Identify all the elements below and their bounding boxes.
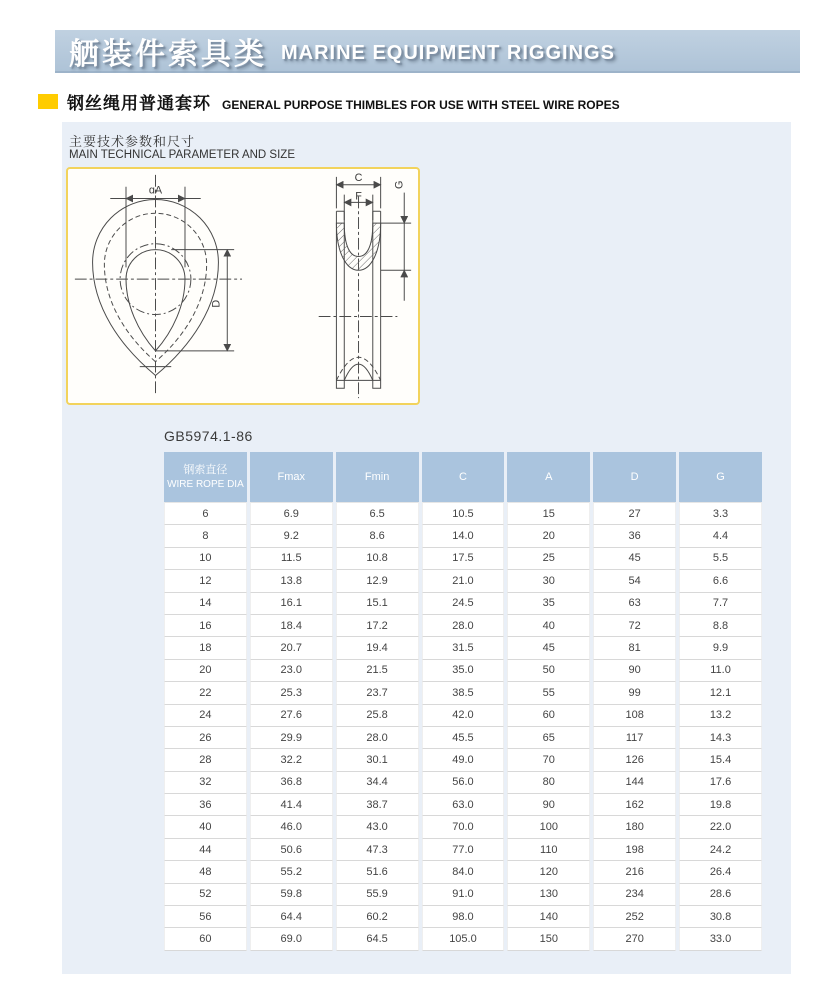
front-view: [75, 175, 242, 393]
column-header-fmin: Fmin: [336, 452, 419, 502]
table-cell: 36.8: [250, 772, 333, 794]
table-cell: 8.8: [679, 615, 762, 637]
table-cell: 28.0: [422, 615, 505, 637]
banner-title-en: MARINE EQUIPMENT RIGGINGS: [281, 42, 615, 64]
table-cell: 31.5: [422, 637, 505, 659]
table-cell: 162: [593, 794, 676, 816]
table-cell: 150: [507, 928, 590, 950]
table-cell: 56.0: [422, 772, 505, 794]
table-cell: 45.5: [422, 727, 505, 749]
table-cell: 55.2: [250, 861, 333, 883]
table-cell: 63: [593, 593, 676, 615]
section-view: [319, 177, 411, 398]
table-cell: 60.2: [336, 906, 419, 928]
table-cell: 32.2: [250, 749, 333, 771]
column-header-d: D: [593, 452, 676, 502]
table-cell: 55: [507, 682, 590, 704]
table-row: [164, 816, 762, 838]
thimble-technical-drawing: [66, 167, 420, 405]
table-cell: 140: [507, 906, 590, 928]
table-row: [164, 637, 762, 659]
column-header-zh: 钢索直径: [183, 463, 228, 476]
table-cell: 12.1: [679, 682, 762, 704]
table-cell: 13.8: [250, 570, 333, 592]
subsection-label-en: MAIN TECHNICAL PARAMETER AND SIZE: [69, 149, 295, 161]
table-cell: 27.6: [250, 705, 333, 727]
column-header-g: G: [679, 452, 762, 502]
section-titles: [67, 89, 620, 114]
table-cell: 40: [164, 816, 247, 838]
table-cell: 24.5: [422, 593, 505, 615]
table-cell: 20: [164, 660, 247, 682]
table-cell: 16.1: [250, 593, 333, 615]
table-cell: 34.4: [336, 772, 419, 794]
table-cell: 54: [593, 570, 676, 592]
table-cell: 216: [593, 861, 676, 883]
table-row: [164, 928, 762, 950]
table-cell: 28.6: [679, 884, 762, 906]
table-cell: 8: [164, 525, 247, 547]
table-cell: 36: [164, 794, 247, 816]
table-cell: 14.3: [679, 727, 762, 749]
table-cell: 77.0: [422, 839, 505, 861]
yellow-bullet-icon: [38, 94, 58, 109]
table-cell: 20: [507, 525, 590, 547]
subsection-label-zh: 主要技术参数和尺寸: [69, 134, 196, 149]
section-title-zh: 钢丝绳用普通套环: [67, 94, 211, 113]
table-cell: 14.0: [422, 525, 505, 547]
dim-label-C: C: [354, 171, 363, 184]
table-cell: 270: [593, 928, 676, 950]
table-row: [164, 548, 762, 570]
dim-label-F: F: [355, 190, 362, 203]
column-header-en: WIRE ROPE DIA: [167, 478, 244, 490]
standard-code: GB5974.1-86: [164, 428, 253, 444]
table-row: [164, 525, 762, 547]
table-cell: 30: [507, 570, 590, 592]
table-cell: 46.0: [250, 816, 333, 838]
table-cell: 60: [507, 705, 590, 727]
column-header-c: C: [422, 452, 505, 502]
table-cell: 38.7: [336, 794, 419, 816]
table-row: [164, 884, 762, 906]
table-cell: 12.9: [336, 570, 419, 592]
table-cell: 117: [593, 727, 676, 749]
table-cell: 22.0: [679, 816, 762, 838]
dim-label-G: G: [393, 180, 406, 189]
table-cell: 6.5: [336, 502, 419, 525]
table-cell: 29.9: [250, 727, 333, 749]
table-cell: 48: [164, 861, 247, 883]
table-cell: 33.0: [679, 928, 762, 950]
section-title-en: GENERAL PURPOSE THIMBLES FOR USE WITH STEEL WIRE ROPES: [222, 98, 620, 112]
table-cell: 99: [593, 682, 676, 704]
table-cell: 69.0: [250, 928, 333, 950]
table-cell: 17.5: [422, 548, 505, 570]
table-cell: 19.8: [679, 794, 762, 816]
table-cell: 90: [507, 794, 590, 816]
table-cell: 23.7: [336, 682, 419, 704]
dim-label-aA: ɑA: [148, 184, 163, 197]
page-banner: [55, 30, 800, 73]
table-cell: 81: [593, 637, 676, 659]
table-cell: 26.4: [679, 861, 762, 883]
table-cell: 42.0: [422, 705, 505, 727]
table-cell: 64.4: [250, 906, 333, 928]
table-cell: 35: [507, 593, 590, 615]
table-cell: 36: [593, 525, 676, 547]
table-cell: 59.8: [250, 884, 333, 906]
table-cell: 65: [507, 727, 590, 749]
table-cell: 105.0: [422, 928, 505, 950]
spec-table-body: [164, 502, 762, 951]
table-cell: 55.9: [336, 884, 419, 906]
table-row: [164, 906, 762, 928]
table-cell: 144: [593, 772, 676, 794]
table-cell: 45: [507, 637, 590, 659]
table-cell: 21.5: [336, 660, 419, 682]
thimble-diagram-svg: [68, 169, 418, 403]
table-cell: 14: [164, 593, 247, 615]
table-cell: 49.0: [422, 749, 505, 771]
table-cell: 6.9: [250, 502, 333, 525]
table-cell: 13.2: [679, 705, 762, 727]
table-cell: 5.5: [679, 548, 762, 570]
dim-label-D: D: [210, 299, 223, 308]
table-cell: 3.3: [679, 502, 762, 525]
banner-title-zh: 舾装件索具类: [69, 37, 267, 71]
table-cell: 30.8: [679, 906, 762, 928]
table-row: [164, 615, 762, 637]
table-row: [164, 593, 762, 615]
column-header-a: A: [507, 452, 590, 502]
table-cell: 44: [164, 839, 247, 861]
table-cell: 90: [593, 660, 676, 682]
table-cell: 45: [593, 548, 676, 570]
table-cell: 21.0: [422, 570, 505, 592]
table-cell: 16: [164, 615, 247, 637]
table-cell: 120: [507, 861, 590, 883]
table-cell: 38.5: [422, 682, 505, 704]
table-cell: 50.6: [250, 839, 333, 861]
table-cell: 40: [507, 615, 590, 637]
table-cell: 91.0: [422, 884, 505, 906]
table-cell: 108: [593, 705, 676, 727]
spec-table-head: [164, 452, 762, 502]
table-cell: 9.2: [250, 525, 333, 547]
spec-table: [161, 452, 765, 951]
table-row: [164, 502, 762, 525]
table-cell: 64.5: [336, 928, 419, 950]
table-cell: 234: [593, 884, 676, 906]
table-cell: 12: [164, 570, 247, 592]
table-cell: 28: [164, 749, 247, 771]
table-row: [164, 727, 762, 749]
table-cell: 51.6: [336, 861, 419, 883]
table-cell: 6.6: [679, 570, 762, 592]
table-cell: 198: [593, 839, 676, 861]
table-cell: 130: [507, 884, 590, 906]
table-cell: 98.0: [422, 906, 505, 928]
table-cell: 43.0: [336, 816, 419, 838]
table-cell: 47.3: [336, 839, 419, 861]
table-cell: 30.1: [336, 749, 419, 771]
table-row: [164, 772, 762, 794]
table-cell: 100: [507, 816, 590, 838]
table-cell: 28.0: [336, 727, 419, 749]
table-cell: 110: [507, 839, 590, 861]
table-cell: 23.0: [250, 660, 333, 682]
content-panel: [62, 122, 791, 974]
column-header-fmax: Fmax: [250, 452, 333, 502]
table-cell: 56: [164, 906, 247, 928]
table-cell: 6: [164, 502, 247, 525]
table-cell: 17.2: [336, 615, 419, 637]
table-cell: 25: [507, 548, 590, 570]
table-cell: 15.1: [336, 593, 419, 615]
table-cell: 72: [593, 615, 676, 637]
table-cell: 4.4: [679, 525, 762, 547]
table-cell: 18: [164, 637, 247, 659]
table-cell: 9.9: [679, 637, 762, 659]
table-cell: 11.0: [679, 660, 762, 682]
table-cell: 50: [507, 660, 590, 682]
table-cell: 15: [507, 502, 590, 525]
table-cell: 27: [593, 502, 676, 525]
table-row: [164, 570, 762, 592]
table-cell: 19.4: [336, 637, 419, 659]
table-cell: 80: [507, 772, 590, 794]
table-cell: 24.2: [679, 839, 762, 861]
table-cell: 63.0: [422, 794, 505, 816]
table-cell: 17.6: [679, 772, 762, 794]
table-row: [164, 839, 762, 861]
table-cell: 10: [164, 548, 247, 570]
table-cell: 11.5: [250, 548, 333, 570]
table-cell: 84.0: [422, 861, 505, 883]
table-cell: 18.4: [250, 615, 333, 637]
table-cell: 10.5: [422, 502, 505, 525]
table-row: [164, 660, 762, 682]
table-cell: 26: [164, 727, 247, 749]
section-title-row: [38, 89, 620, 114]
table-cell: 70: [507, 749, 590, 771]
table-cell: 25.8: [336, 705, 419, 727]
table-cell: 35.0: [422, 660, 505, 682]
table-cell: 7.7: [679, 593, 762, 615]
table-cell: 126: [593, 749, 676, 771]
table-row: [164, 705, 762, 727]
table-row: [164, 749, 762, 771]
table-cell: 24: [164, 705, 247, 727]
table-row: [164, 861, 762, 883]
table-cell: 20.7: [250, 637, 333, 659]
table-cell: 70.0: [422, 816, 505, 838]
column-header-wire-rope-dia: [164, 452, 247, 502]
table-cell: 25.3: [250, 682, 333, 704]
table-cell: 41.4: [250, 794, 333, 816]
table-cell: 8.6: [336, 525, 419, 547]
table-cell: 180: [593, 816, 676, 838]
table-cell: 15.4: [679, 749, 762, 771]
table-row: [164, 794, 762, 816]
table-cell: 252: [593, 906, 676, 928]
header-row: [164, 452, 762, 502]
table-row: [164, 682, 762, 704]
table-cell: 10.8: [336, 548, 419, 570]
table-cell: 52: [164, 884, 247, 906]
table-cell: 22: [164, 682, 247, 704]
table-cell: 60: [164, 928, 247, 950]
table-cell: 32: [164, 772, 247, 794]
